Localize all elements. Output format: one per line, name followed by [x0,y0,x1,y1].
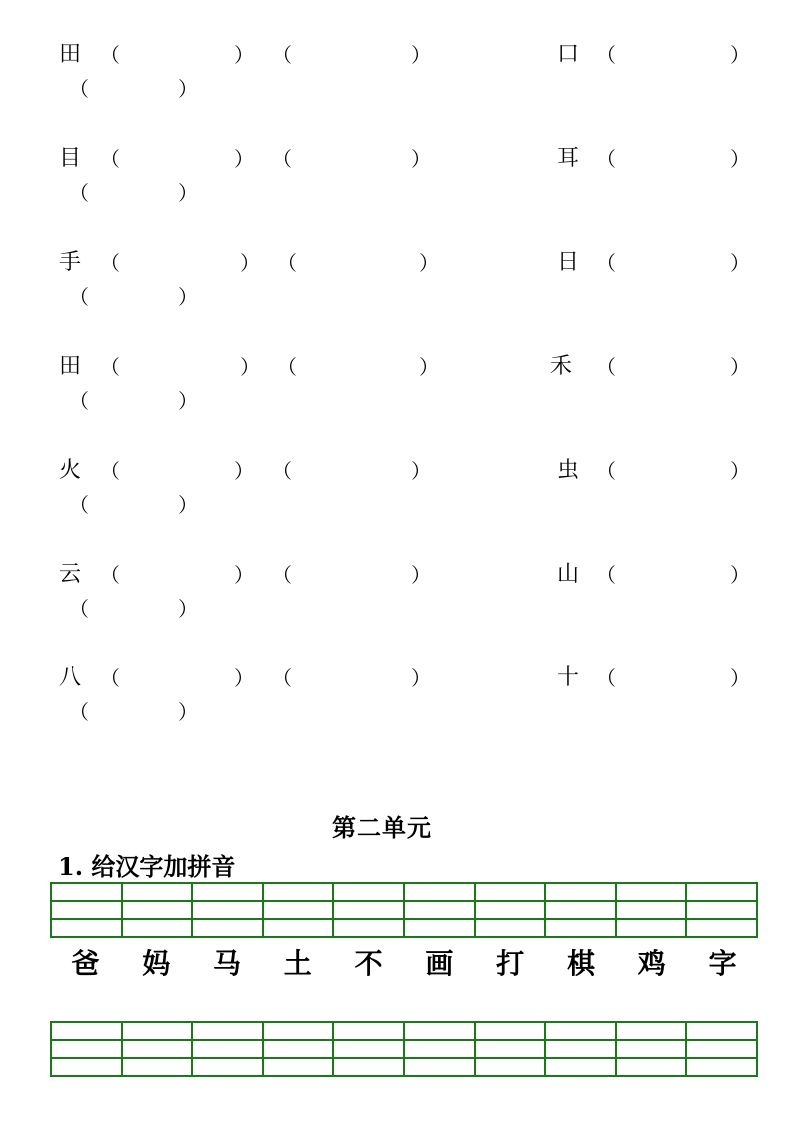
hanzi-character: 妈 [142,947,171,980]
answer-blank-close[interactable]: ） [240,355,260,379]
exercise-row [0,42,794,122]
hanzi-character: 不 [354,947,383,980]
left-character: 手 [59,250,82,275]
pinyin-cell[interactable] [617,884,688,936]
answer-blank-open[interactable]: （ [596,563,616,587]
answer-blank-open[interactable]: （ [100,251,120,275]
pinyin-cell[interactable] [687,1023,756,1075]
right-character: 禾 [550,354,573,379]
pinyin-grid-2[interactable] [50,1021,758,1077]
answer-blank-close[interactable]: ） [411,147,431,171]
answer-blank-close[interactable]: ） [419,251,439,275]
answer-blank-open[interactable]: （ [596,251,616,275]
answer-blank-close[interactable]: ） [730,666,750,690]
right-character: 耳 [557,146,580,171]
answer-blank-close[interactable]: ） [411,459,431,483]
answer-blank-close[interactable]: ） [234,459,254,483]
section-title: 1. 给汉字加拼音 [58,852,236,881]
answer-blank-open[interactable]: （ [69,597,89,621]
answer-blank-open[interactable]: （ [596,459,616,483]
answer-blank-close[interactable]: ） [178,181,198,205]
answer-blank-close[interactable]: ） [240,251,260,275]
right-character: 十 [557,665,580,690]
hanzi-character: 土 [283,947,312,980]
pinyin-cell[interactable] [617,1023,688,1075]
left-character: 目 [59,146,82,171]
right-character: 虫 [557,458,580,483]
answer-blank-close[interactable]: ） [419,355,439,379]
answer-blank-open[interactable]: （ [596,147,616,171]
answer-blank-close[interactable]: ） [234,43,254,67]
right-character: 山 [557,562,580,587]
pinyin-cell[interactable] [52,1023,123,1075]
unit-title: 第二单元 [332,813,432,842]
right-character: 日 [557,250,580,275]
pinyin-cell[interactable] [546,884,617,936]
pinyin-cell[interactable] [264,884,335,936]
answer-blank-close[interactable]: ） [234,147,254,171]
answer-blank-close[interactable]: ） [730,563,750,587]
answer-blank-open[interactable]: （ [596,355,616,379]
answer-blank-open[interactable]: （ [69,77,89,101]
answer-blank-close[interactable]: ） [178,700,198,724]
answer-blank-open[interactable]: （ [277,251,297,275]
answer-blank-open[interactable]: （ [69,493,89,517]
answer-blank-close[interactable]: ） [234,666,254,690]
answer-blank-close[interactable]: ） [178,285,198,309]
answer-blank-open[interactable]: （ [100,666,120,690]
hanzi-character: 字 [708,947,737,980]
hanzi-character: 马 [212,947,241,980]
hanzi-character: 棋 [566,947,595,980]
answer-blank-close[interactable]: ） [234,563,254,587]
pinyin-cell[interactable] [193,884,264,936]
left-character: 火 [59,458,82,483]
pinyin-grid-1[interactable] [50,882,758,938]
answer-blank-close[interactable]: ） [730,251,750,275]
hanzi-character: 鸡 [637,947,666,980]
answer-blank-open[interactable]: （ [100,43,120,67]
pinyin-cell[interactable] [334,884,405,936]
pinyin-cell[interactable] [52,884,123,936]
exercise-row [0,250,794,330]
pinyin-cell[interactable] [123,884,194,936]
pinyin-cell[interactable] [264,1023,335,1075]
pinyin-cell[interactable] [334,1023,405,1075]
answer-blank-close[interactable]: ） [178,389,198,413]
pinyin-cell[interactable] [193,1023,264,1075]
answer-blank-open[interactable]: （ [100,563,120,587]
exercise-row [0,458,794,538]
hanzi-character: 爸 [71,947,100,980]
answer-blank-close[interactable]: ） [411,563,431,587]
exercise-row [0,354,794,434]
pinyin-cell[interactable] [405,1023,476,1075]
answer-blank-open[interactable]: （ [596,666,616,690]
right-character: 口 [557,42,580,67]
answer-blank-open[interactable]: （ [272,43,292,67]
left-character: 八 [59,665,82,690]
answer-blank-open[interactable]: （ [100,355,120,379]
answer-blank-close[interactable]: ） [178,493,198,517]
answer-blank-open[interactable]: （ [272,666,292,690]
answer-blank-open[interactable]: （ [69,181,89,205]
pinyin-cell[interactable] [546,1023,617,1075]
left-character: 田 [59,354,82,379]
answer-blank-open[interactable]: （ [100,147,120,171]
answer-blank-open[interactable]: （ [272,459,292,483]
answer-blank-close[interactable]: ） [178,597,198,621]
answer-blank-close[interactable]: ） [730,459,750,483]
answer-blank-close[interactable]: ） [178,77,198,101]
pinyin-cell[interactable] [476,884,547,936]
answer-blank-open[interactable]: （ [69,389,89,413]
answer-blank-close[interactable]: ） [411,666,431,690]
answer-blank-open[interactable]: （ [596,43,616,67]
answer-blank-open[interactable]: （ [277,355,297,379]
answer-blank-close[interactable]: ） [730,43,750,67]
answer-blank-open[interactable]: （ [272,147,292,171]
left-character: 云 [59,562,82,587]
exercise-row [0,562,794,642]
exercise-row [0,146,794,226]
answer-blank-open[interactable]: （ [69,285,89,309]
hanzi-character: 打 [496,947,525,980]
exercise-row [0,665,794,745]
hanzi-character: 画 [425,947,454,980]
pinyin-cell[interactable] [476,1023,547,1075]
answer-blank-close[interactable]: ） [730,147,750,171]
answer-blank-close[interactable]: ） [730,355,750,379]
pinyin-cell[interactable] [123,1023,194,1075]
answer-blank-close[interactable]: ） [411,43,431,67]
answer-blank-open[interactable]: （ [100,459,120,483]
left-character: 田 [59,42,82,67]
pinyin-cell[interactable] [405,884,476,936]
pinyin-char-row [50,942,758,982]
answer-blank-open[interactable]: （ [69,700,89,724]
pinyin-cell[interactable] [687,884,756,936]
answer-blank-open[interactable]: （ [272,563,292,587]
